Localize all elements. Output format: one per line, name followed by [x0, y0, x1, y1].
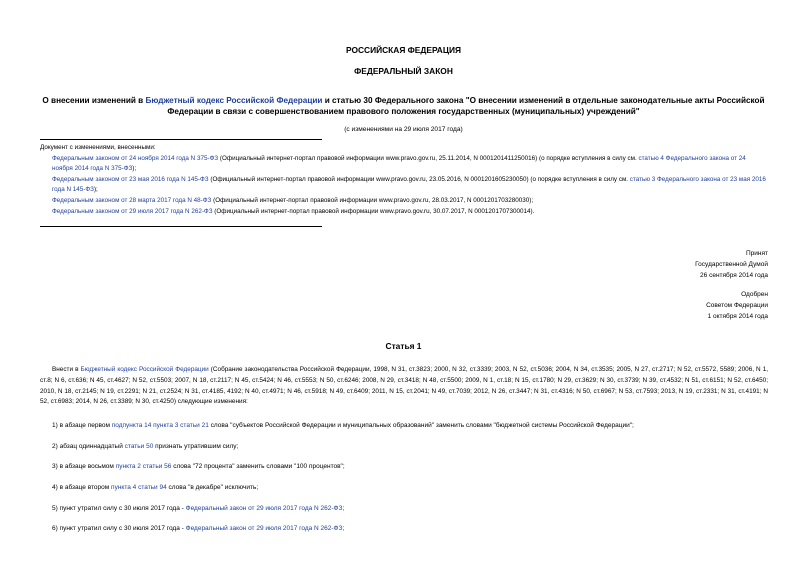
item-text: ; [342, 505, 345, 512]
accepted-date: 26 сентября 2014 года [700, 272, 768, 279]
item-text: признать утратившим силу; [153, 443, 239, 450]
amendments-bottom-divider [40, 226, 322, 227]
title-suffix: и статью 30 Федерального закона "О внесении изменений в отдельные законодательные акты Российской Федерации в связи с совершенствованием правового положения государственных (муниципальных) учреждений" [167, 96, 765, 116]
item-text: слова "субъектов Российской Федерации и муниципальных образований" заменить словами "бюджетной системы Российской Федерации"; [208, 422, 634, 429]
budget-code-link[interactable]: Бюджетный кодекс Российской Федерации [80, 366, 209, 373]
item-text: слова "72 процента" заменить словами "100 процентов"; [171, 463, 345, 470]
amendments-intro: Документ с изменениями, внесенными: [40, 144, 156, 151]
accepted-by: Государственной Думой [695, 261, 768, 268]
article-item [52, 422, 768, 429]
amendment-tail: ); [132, 165, 137, 173]
article-item [52, 484, 768, 491]
amendment-link[interactable]: Федеральным законом от 29 июля 2017 года N 262-ФЗ [52, 207, 213, 215]
item-link[interactable]: пункта 2 статьи 56 [115, 463, 172, 470]
amendment-article-link[interactable]: статью 3 Федерального закона от 23 мая 2016 года N 145-ФЗ [52, 175, 766, 194]
amendment-text: (Официальный интернет-портал правовой информации www.pravo.gov.ru, 28.03.2017, N 0001201703280030); [211, 196, 534, 204]
article-heading: Статья 1 [385, 341, 422, 351]
amendment-article-link[interactable]: статью 4 Федерального закона от 24 ноября 2014 года N 375-ФЗ [52, 154, 746, 173]
item-text: 1) в абзаце первом [52, 422, 112, 429]
item-link[interactable]: пункта 4 статьи 94 [111, 484, 167, 491]
item-text: слова "в декабре" исключить; [166, 484, 259, 491]
revision-note: (с изменениями на 29 июля 2017 года) [344, 126, 463, 133]
amendments-top-divider [40, 139, 322, 140]
adoption-duma [560, 248, 768, 281]
title-prefix: О внесении изменений в [42, 96, 146, 105]
item-text: 5) пункт утратил силу с 30 июля 2017 года - [52, 505, 186, 512]
item-link[interactable]: подпункта 14 пункта 3 статьи 21 [111, 422, 209, 429]
item-link[interactable]: Федеральный закон от 29 июля 2017 года N 262-ФЗ [185, 505, 343, 512]
accepted-label: Принят [745, 250, 768, 257]
adoption-council [560, 289, 768, 322]
title-link-budget-code[interactable]: Бюджетный кодекс Российской Федерации [145, 96, 323, 105]
amendments-block [40, 143, 768, 217]
amendment-link[interactable]: Федеральным законом от 28 марта 2017 года N 48-ФЗ [52, 196, 212, 204]
amendment-tail: ); [93, 186, 98, 194]
amendment-text: (Официальный интернет-портал правовой информации www.pravo.gov.ru, 23.05.2016, N 0001201605230050) (о порядке вступления в силу см. [208, 175, 630, 183]
item-link[interactable]: Федеральный закон от 29 июля 2017 года N 262-ФЗ [185, 525, 343, 532]
approved-by: Советом Федерации [706, 302, 768, 309]
amendment-item [40, 196, 768, 207]
amendment-link[interactable]: Федеральным законом от 24 ноября 2014 года N 375-ФЗ [52, 154, 219, 162]
document-title [30, 95, 777, 117]
item-text: 6) пункт утратил силу с 30 июля 2017 года - [52, 525, 186, 532]
article-item [52, 443, 768, 450]
doc-type-heading: ФЕДЕРАЛЬНЫЙ ЗАКОН [354, 66, 453, 76]
amendment-text: (Официальный интернет-портал правовой информации www.pravo.gov.ru, 25.11.2014, N 0001201411250016) (о порядке вступления в силу см. [218, 154, 639, 162]
amendment-text: (Официальный интернет-портал правовой информации www.pravo.gov.ru, 30.07.2017, N 0001201707300014). [212, 207, 535, 215]
item-text: 3) в абзаце восьмом [52, 463, 116, 470]
approved-label: Одобрен [741, 291, 768, 298]
article-item [52, 525, 768, 532]
country-heading: РОССИЙСКАЯ ФЕДЕРАЦИЯ [345, 45, 462, 55]
article-intro-text: (Собрание законодательства Российской Федерации, 1998, N 31, ст.3823; 2000, N 32, ст.3339; 2003, N 52, ст.5036; 2004, N 34, ст.3535; 2005, N 27, ст.2717; N 52, ст.5572, 5589; 2006, N 1, ст.8; N 6, ст.636; N 45, ст.4627; N 52, ст.5503; 2007, N 18, ст.2117; N 45, ст.5424; N 46, ст.5553; N 50, ст.6246; 2008, N 29, ст.3418; N 48, ст.5500; 2009, N 1, ст.18; N 15, ст.1780; N 29, ст.3629; N 30, ст.3739; N 39, ст.4532; N 51, ст.6151; N 52, ст.6450; 2010, N 18, ст.2145; N 19, ст.2291; N 21, ст.2524; N 31, ст.4185, 4192; N 40, ст.4971; N 46, ст.5918; N 49, ст.6409; 2011, N 15, ст.2041; N 49, ст.7039; 2012, N 26, ст.3447; N 31, ст.4316; N 50, ст.6967; N 53, ст.7593; 2013, N 19, ст.2331; N 31, ст.4191; N 52, ст.6983; 2014, N 26, ст.3389; N 30, ст.4250) следующие изменения: [40, 366, 769, 406]
article-item [52, 463, 768, 470]
approved-date: 1 октября 2014 года [707, 313, 768, 320]
amendment-item [40, 154, 768, 175]
article-item [52, 505, 768, 512]
item-link[interactable]: статьи 50 [124, 443, 154, 450]
article-intro [40, 365, 768, 408]
item-text: 2) абзац одиннадцатый [52, 443, 125, 450]
amendment-item [40, 207, 768, 218]
item-text: 4) в абзаце втором [52, 484, 112, 491]
item-text: ; [342, 525, 345, 532]
article-intro-pre: Внести в [52, 366, 81, 373]
amendment-item [40, 175, 768, 196]
amendment-link[interactable]: Федеральным законом от 23 мая 2016 года N 145-ФЗ [52, 175, 209, 183]
